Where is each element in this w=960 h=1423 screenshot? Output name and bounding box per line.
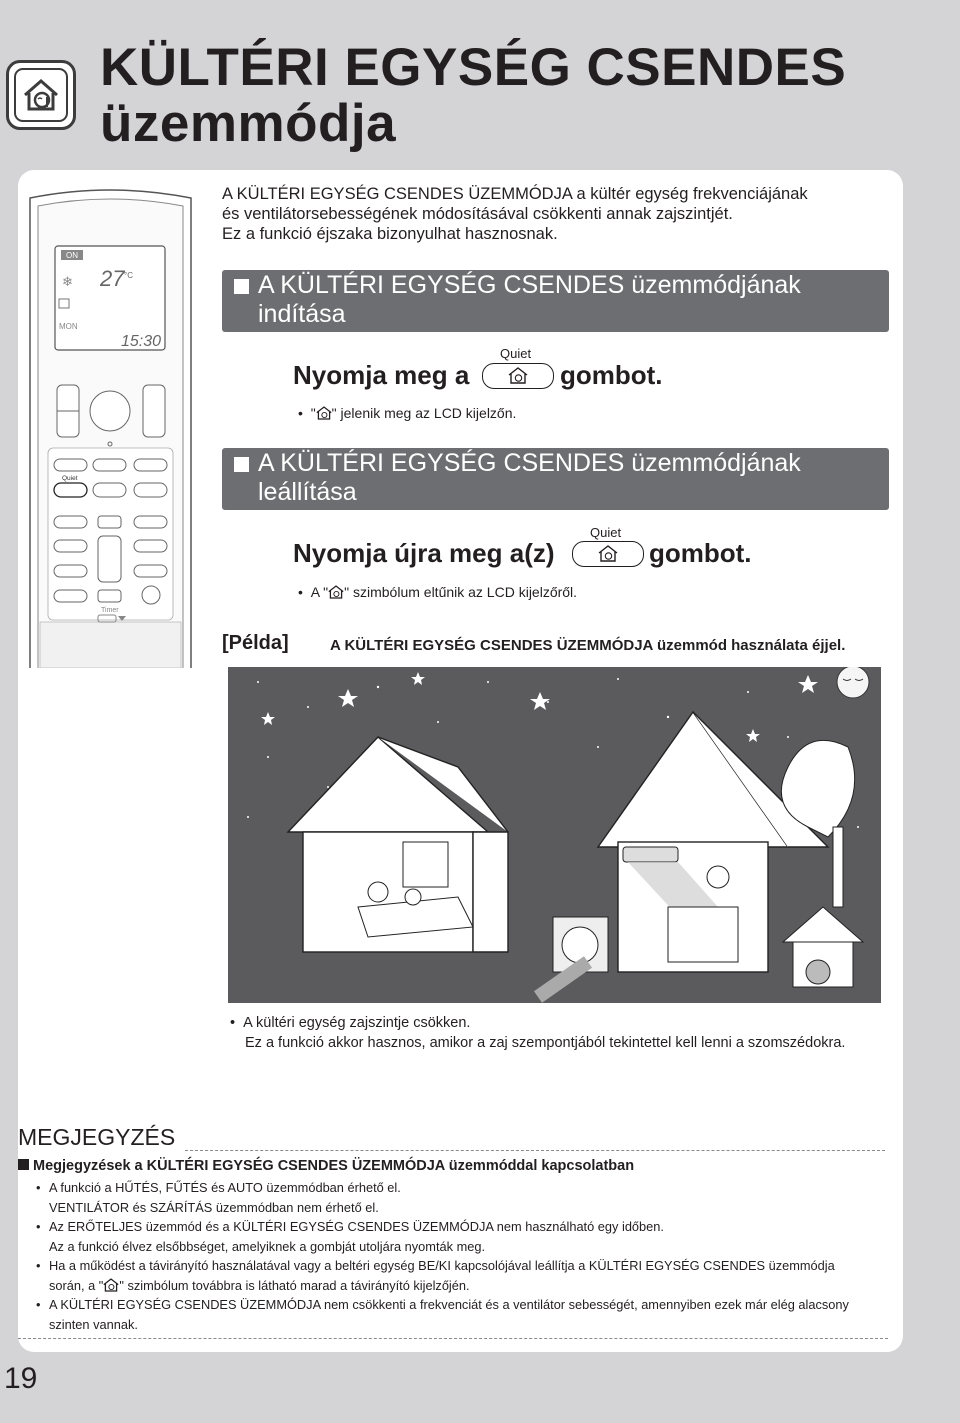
stop-instruction-suffix: gombot. (649, 538, 752, 568)
svg-text:27: 27 (100, 266, 125, 291)
note-item: • Az ERŐTELJES üzemmód és a KÜLTÉRI EGYSÉG CSENDES ÜZEMMÓDJA nem használható egy időben. Az a funkció élvez elsőbbséget, amelyiknek a gombját utoljára nyomták meg. (36, 1217, 896, 1256)
quiet-icon (316, 406, 332, 420)
svg-text:Quiet: Quiet (62, 475, 78, 482)
quiet-button[interactable] (482, 363, 554, 389)
svg-text:15:30: 15:30 (121, 333, 162, 350)
night-scene-illustration (228, 667, 881, 1003)
example-caption: A KÜLTÉRI EGYSÉG CSENDES ÜZEMMÓDJA üzemmód használata éjjel. (330, 637, 846, 654)
notes-list (36, 1178, 896, 1334)
notes-title: MEGJEGYZÉS (18, 1124, 176, 1150)
svg-text:ON: ON (66, 251, 78, 260)
quiet-button-label: Quiet (590, 525, 622, 540)
start-section-heading: A KÜLTÉRI EGYSÉG CSENDES üzemmódjának indítása (222, 270, 889, 332)
start-instruction: Nyomja meg a (293, 360, 470, 390)
note-item: • A funkció a HŰTÉS, FŰTÉS és AUTO üzemmódban érhető el. VENTILÁTOR és SZÁRÍTÁS üzemmódban nem érhető el. (36, 1178, 896, 1217)
quiet-icon (598, 545, 618, 562)
example-label: [Példa] (222, 632, 289, 654)
stop-note: • A " " szimbólum eltűnik az LCD kijelzőről. (298, 584, 578, 600)
stop-section-heading: A KÜLTÉRI EGYSÉG CSENDES üzemmódjának leállítása (222, 448, 889, 510)
quiet-icon (508, 367, 528, 384)
svg-text:MON: MON (59, 322, 78, 331)
svg-text:❄: ❄ (62, 274, 73, 289)
note-item: • A KÜLTÉRI EGYSÉG CSENDES ÜZEMMÓDJA nem csökkenti a frekvenciát és a ventilátor sebességét, amennyiben ezek már elég alacsony szinten vannak. (36, 1295, 896, 1334)
scene-notes: • A kültéri egység zajszintje csökken. Ez a funkció akkor hasznos, amikor a zaj szempontjából tekintettel kell lenni a szomszédokra. (230, 1015, 846, 1051)
divider (185, 1150, 885, 1151)
stop-instruction: Nyomja újra meg a(z) (293, 538, 555, 568)
page-number: 19 (4, 1362, 38, 1395)
remote-control-illustration (28, 186, 193, 668)
quiet-button[interactable] (572, 541, 644, 567)
note-item: • Ha a működést a távirányító használatával vagy a beltéri egység BE/KI kapcsolójával leállítja a KÜLTÉRI EGYSÉG CSENDES üzemmódja során, a " " szimbólum továbbra is látható marad a távirányító kijelzőjén. (36, 1256, 896, 1295)
page-title: KÜLTÉRI EGYSÉG CSENDES üzemmódja (100, 38, 847, 153)
quiet-icon (103, 1278, 119, 1292)
notes-heading: Megjegyzések a KÜLTÉRI EGYSÉG CSENDES ÜZEMMÓDJA üzemmóddal kapcsolatban (18, 1158, 634, 1174)
svg-text:°C: °C (124, 271, 133, 280)
quiet-mode-icon (6, 60, 76, 130)
start-instruction-suffix: gombot. (560, 360, 663, 390)
divider (18, 1338, 888, 1339)
svg-text:Timer: Timer (101, 607, 119, 614)
start-note: • " " jelenik meg az LCD kijelzőn. (298, 405, 517, 421)
quiet-icon (328, 585, 344, 599)
intro-text: A KÜLTÉRI EGYSÉG CSENDES ÜZEMMÓDJA a kültér egység frekvenciájának és ventilátorsebességének módosításával csökkenti annak zajszintjét. Ez a funkció éjszaka bizonyulhat hasznosnak. (222, 185, 808, 243)
quiet-button-label: Quiet (500, 346, 532, 361)
